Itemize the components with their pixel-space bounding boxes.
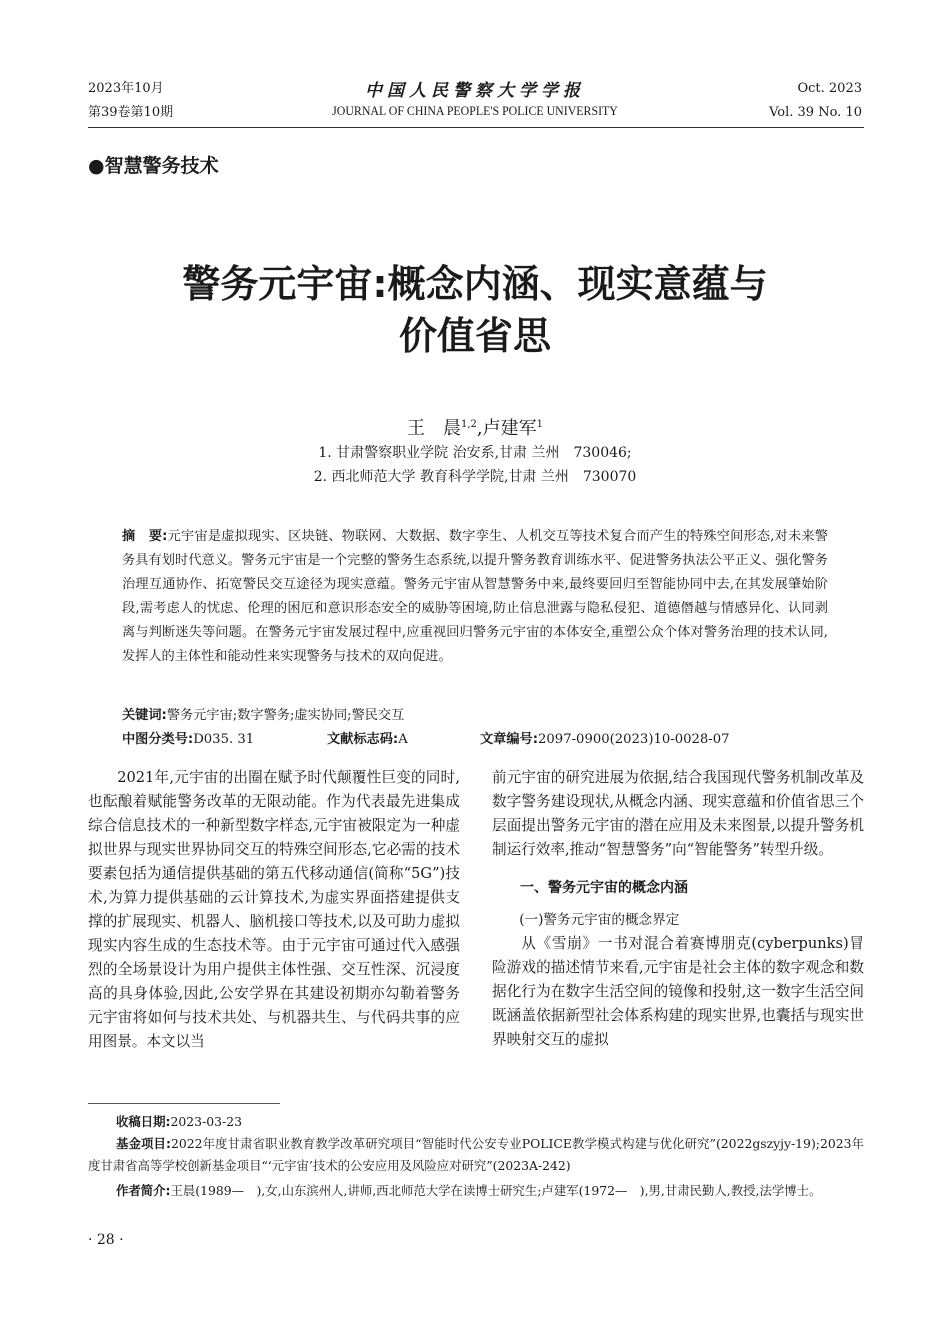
header-volume-left: 第39卷第10期 [88,105,174,120]
author-1-affil: 1,2 [460,419,477,430]
funding-info: 基金项目:2022年度甘肃省职业教育教学改革研究项目“智能时代公安专业POLICE教学模式构建与优化研究”(2022gszyjy-19);2023年度甘肃省高等学校创新基金项目“‘元宇宙’技术的公安应用及风险应对研究”(2023A-242) [88,1136,864,1173]
keywords-text: 警务元宇宙;数字警务;虚实协同;警民交互 [166,708,405,723]
clc-code: 中图分类号:D035. 31 [122,732,255,747]
article-title-line1: 警务元宇宙:概念内涵、现实意蕴与 [182,262,768,306]
journal-title-en: JOURNAL OF CHINA PEOPLE'S POLICE UNIVERSITY [332,104,618,118]
body-paragraph: 从《雪崩》一书对混合着赛博朋克(cyberpunks)冒险游戏的描述情节来看,元宇宙是社会主体的数字观念和数据化行为在数字生活空间的镜像和投射,这一数字生活空间既涵盖依据新型社会体系构建的现实世界,也囊括与现实世界映射交互的虚拟 [492,935,864,1048]
header-date-right: Oct. 2023 [797,81,862,96]
author-1: 王 晨 [406,418,461,439]
subsection-heading-1: (一)警务元宇宙的概念界定 [519,912,680,928]
journal-title-cn: 中国人民警察大学学报 [365,81,585,101]
body-paragraph: 2021年,元宇宙的出圈在赋予时代颠覆性巨变的同时,也酝酿着赋能警务改革的无限动能。作为代表最先进集成综合信息技术的一种新型数字样态,元宇宙被限定为一种虚拟世界与现实世界协同交互的特殊空间形态,它必需的技术要素包括为通信提供基础的第五代移动通信(简称“5G”)技术,为算力提供基础的云计算技术,为虚实界面搭建提供支撑的扩展现实、机器人、脑机接口等技术,以及可助力虚拟现实内容生成的生态技术等。由于元宇宙可通过代入感强烈的全场景设计为用户提供主体性强、交互性深、沉浸度高的具身体验,因此,公安学界在其建设初期亦勾勒着警务元宇宙将如何与技术共处、与机器共生、与代码共事的应用图景。本文以当 [88,769,460,1050]
abstract-text: 元宇宙是虚拟现实、区块链、物联网、大数据、数字孪生、人机交互等技术复合而产生的特殊空间形态,对未来警务具有划时代意义。警务元宇宙是一个完整的警务生态系统,以提升警务教育训练水平、促进警务执法公平正义、强化警务治理互通协作、拓宽警民交互途径为现实意蕴。警务元宇宙从智慧警务中来,最终要回归至智能协同中去,在其发展肇始阶段,需考虑人的忧虑、伦理的困厄和意识形态安全的威胁等困境,防止信息泄露与隐私侵犯、道德僭越与情感异化、认同剥离与判断迷失等问题。在警务元宇宙发展过程中,应重视回归警务元宇宙的本体安全,重塑公众个体对警务治理的技术认同,发挥人的主体性和能动性来实现警务与技术的双向促进。 [122,529,828,664]
header-volume-right: Vol. 39 No. 10 [769,105,862,120]
received-date: 收稿日期:2023-03-23 [116,1114,242,1129]
footnotes [88,1111,864,1202]
header-rule [88,127,864,128]
affiliation-2: 2. 西北师范大学 教育科学学院,甘肃 兰州 730070 [313,469,637,485]
author-bio: 作者简介:王晨(1989— ),女,山东滨州人,讲师,西北师范大学在读博士研究生;卢建军(1972— ),男,甘肃民勤人,教授,法学博士。 [116,1183,822,1198]
footnote-rule [88,1103,280,1104]
page-number: · 28 · [88,1232,124,1248]
author-2: ,卢建军 [476,418,537,439]
section-tag: ●智慧警务技术 [88,155,219,177]
abstract-label: 摘 要: [122,529,168,544]
article-id: 文章编号:2097-0900(2023)10-0028-07 [480,732,730,747]
article-title-line2: 价值省思 [398,314,551,358]
abstract [122,525,828,669]
author-2-affil: 1 [536,419,543,430]
keywords [122,705,828,727]
header-date-left: 2023年10月 [88,81,164,96]
body-paragraph-continued: 前元宇宙的研究进展为依据,结合我国现代警务机制改革及数字警务建设现状,从概念内涵、现实意蕴和价值省思三个层面提出警务元宇宙的潜在应用及未来图景,以提升警务机制运行效率,推动“智慧警务”向“智能警务”转型升级。 [492,769,864,858]
affiliation-1: 1. 甘肃警察职业学院 治安系,甘肃 兰州 730046; [318,445,632,461]
document-code: 文献标志码:A [327,732,408,747]
body-left-column [88,766,460,1054]
section-heading-1: 一、警务元宇宙的概念内涵 [520,880,688,896]
keywords-label: 关键词: [122,708,167,723]
authors [0,414,950,440]
body-right-column [492,766,864,1052]
